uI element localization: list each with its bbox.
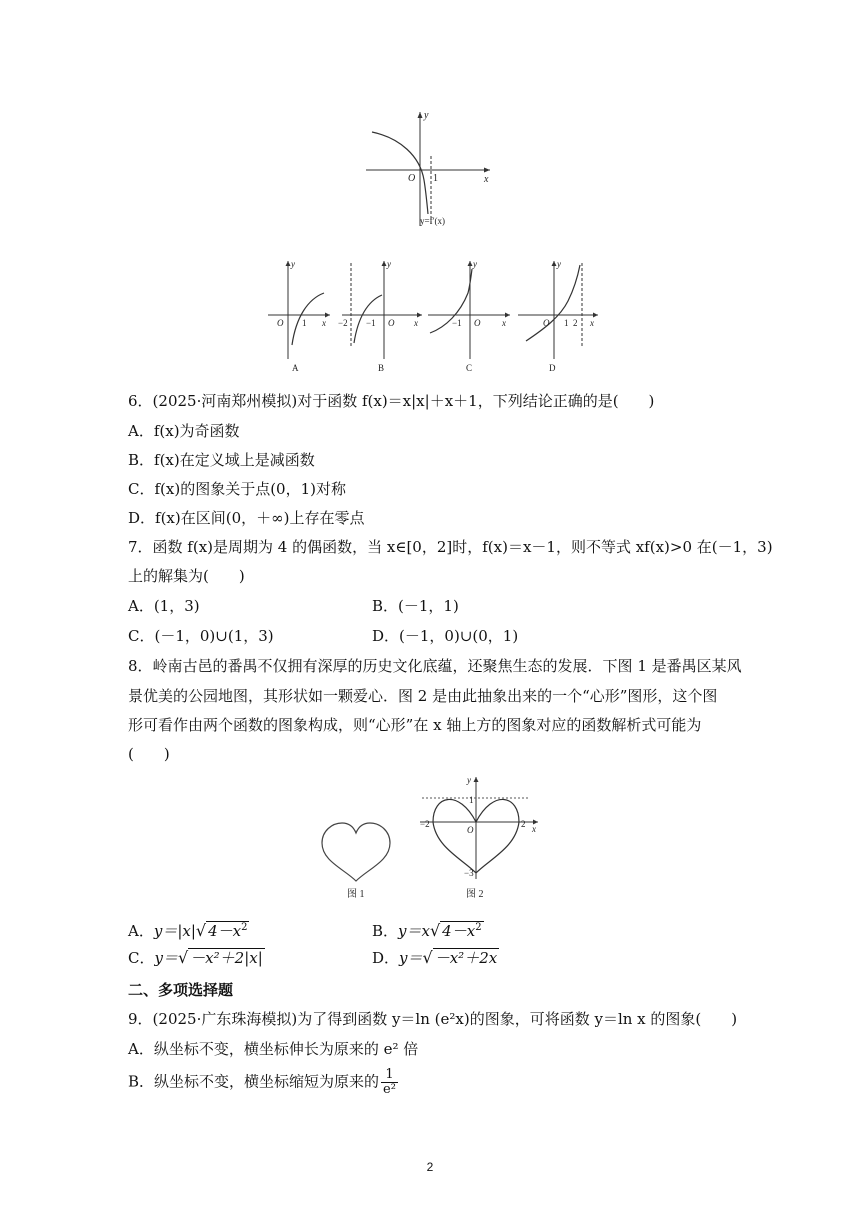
q8-option-a: A．y＝|x|√ $4-x^2$ — [128, 921, 248, 940]
q6-option-a: A．f(x)为奇函数 — [128, 422, 240, 440]
option-B-tick-neg1: −1 — [366, 318, 376, 328]
q8-option-d-label: D． — [372, 949, 400, 967]
q8-option-a-label: A． — [128, 922, 154, 940]
axis-y-label: y — [424, 110, 429, 121]
q7-option-c: C．(－1，0)∪(1，3) — [128, 627, 274, 645]
q8-option-c: C．y＝√ －x²＋2|x| — [128, 948, 263, 967]
option-D-tick-2: 2 — [573, 318, 578, 328]
tick-label-1: 1 — [433, 173, 438, 184]
derivative-graph-figure — [360, 108, 500, 232]
option-C-caption: C — [466, 363, 473, 373]
option-A-caption: A — [292, 363, 299, 373]
option-C-origin: O — [474, 318, 481, 328]
curve-label: y=f′(x) — [420, 216, 446, 226]
fig2-origin: O — [467, 825, 474, 835]
q8-option-d-radicand: －x²＋2x — [434, 949, 498, 967]
q8-option-b-left: y＝x — [398, 922, 430, 940]
fig2-x-label: x — [532, 824, 536, 834]
page-number: 2 — [426, 1160, 434, 1174]
section-heading-multiple-choice: 二、多项选择题 — [128, 981, 234, 999]
option-graph-A — [268, 259, 330, 373]
q7-option-b: B．(－1，1) — [372, 597, 459, 615]
q9-option-b-text: B．纵坐标不变，横坐标缩短为原来的 — [128, 1072, 380, 1091]
option-A-origin: O — [277, 318, 284, 328]
option-D-y-label: y — [557, 259, 561, 269]
q9-option-b-fraction — [381, 1068, 398, 1097]
q7-option-d: D．(－1，0)∪(0，1) — [372, 627, 519, 645]
option-B-caption: B — [378, 363, 385, 373]
q9-option-b — [128, 1068, 398, 1097]
q8-option-c-radicand: －x²＋2|x| — [190, 949, 263, 967]
q8-option-c-left: y＝ — [154, 949, 178, 967]
option-B-y-label: y — [387, 259, 391, 269]
option-D-tick-1: 1 — [564, 318, 569, 328]
option-C-tick-neg1: −1 — [452, 318, 462, 328]
fig2-y-label: y — [467, 775, 471, 785]
option-A-tick-1: 1 — [302, 318, 307, 328]
fig1-caption: 图 1 — [347, 889, 365, 900]
q7-stem-line2: 上的解集为( ) — [128, 567, 245, 585]
q8-option-a-exp: 2 — [241, 922, 248, 933]
option-B-tick-neg2: −2 — [338, 318, 348, 328]
option-D-x-label: x — [590, 318, 594, 328]
option-C-x-label: x — [502, 318, 506, 328]
fig2-caption: 图 2 — [466, 889, 484, 900]
q8-option-c-label: C． — [128, 949, 155, 967]
heart-figures — [316, 775, 546, 905]
q8-option-a-radicand: 4－x — [208, 922, 242, 940]
q9-stem: 9．(2025·广东珠海模拟)为了得到函数 y＝ln (e²x)的图象，可将函数 y＝ln x 的图象( ) — [128, 1010, 738, 1028]
fraction-numerator: 1 — [381, 1068, 398, 1083]
axis-x-label: x — [484, 174, 489, 185]
q8-option-b-label: B． — [372, 922, 399, 940]
q6-stem: 6．(2025·河南郑州模拟)对于函数 f(x)＝x|x|＋x＋1，下列结论正确的是( ) — [128, 392, 655, 410]
option-B-origin: O — [388, 318, 395, 328]
q8-option-a-left: y＝|x| — [153, 922, 196, 940]
fig2-tick-1: 1 — [469, 795, 474, 805]
fig2-tick-neg3: −3 — [464, 868, 474, 878]
q9-option-a: A．纵坐标不变，横坐标伸长为原来的 e² 倍 — [128, 1040, 419, 1058]
origin-label: O — [408, 173, 416, 184]
option-C-y-label: y — [473, 259, 477, 269]
option-D-origin: O — [543, 318, 550, 328]
q8-stem-line3: 形可看作由两个函数的图象构成，则“心形”在 x 轴上方的图象对应的函数解析式可能为 — [128, 716, 702, 734]
q6-option-c: C．f(x)的图象关于点(0，1)对称 — [128, 480, 346, 498]
q7-option-a: A．(1，3) — [128, 597, 200, 615]
q8-option-b-radicand: 4－x — [442, 922, 476, 940]
q6-option-d: D．f(x)在区间(0，＋∞)上存在零点 — [128, 509, 365, 527]
q8-option-b: B．y＝x√ $4-x^2$ — [372, 921, 482, 940]
option-graph-B — [338, 259, 422, 373]
option-graphs-figure — [262, 255, 602, 375]
q8-option-d: D．y＝√ －x²＋2x — [372, 948, 498, 967]
fig2-tick-neg2: −2 — [420, 819, 430, 829]
fig2-tick-2: 2 — [521, 819, 526, 829]
q6-option-b: B．f(x)在定义域上是减函数 — [128, 451, 315, 469]
option-A-x-label: x — [322, 318, 326, 328]
fraction-denominator: e² — [383, 1082, 396, 1097]
heart-shape-fig1 — [322, 823, 390, 881]
heart-graph-fig2 — [420, 775, 538, 879]
option-B-x-label: x — [414, 318, 418, 328]
option-D-caption: D — [549, 363, 556, 373]
q8-stem-line1: 8．岭南古邑的番禺不仅拥有深厚的历史文化底蕴，还聚焦生态的发展．下图 1 是番禺区某风 — [128, 657, 742, 675]
q7-stem-line1: 7．函数 f(x)是周期为 4 的偶函数，当 x∈[0，2]时，f(x)＝x－1，则不等式 xf(x)>0 在(－1，3) — [128, 538, 773, 556]
q8-option-d-left: y＝ — [399, 949, 423, 967]
q8-option-b-exp: 2 — [475, 922, 482, 933]
option-graph-C — [428, 259, 510, 373]
q8-stem-line4: ( ) — [128, 745, 170, 763]
option-graph-D — [518, 259, 598, 373]
option-A-y-label: y — [291, 259, 295, 269]
q8-stem-line2: 景优美的公园地图，其形状如一颗爱心．图 2 是由此抽象出来的一个“心形”图形，这个图 — [128, 687, 718, 705]
